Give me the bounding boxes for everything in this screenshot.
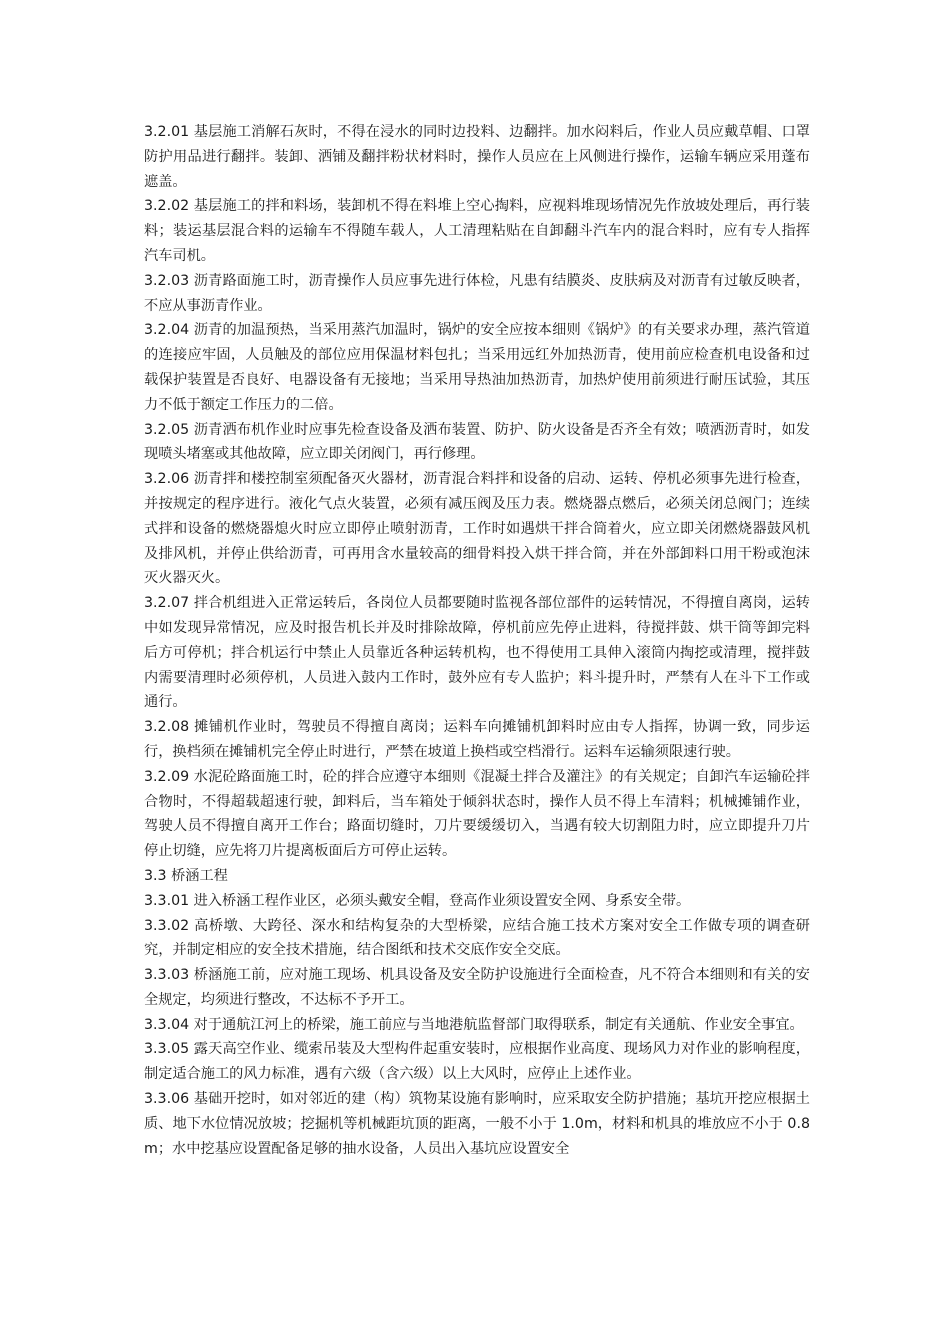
paragraph-3-2-01 [144,120,810,194]
paragraph-3-2-03 [144,269,810,319]
section-title: 桥涵工程 [166,867,228,884]
paragraph-3-3-04 [144,1013,810,1038]
clause-text: 基层施工的拌和料场，装卸机不得在料堆上空心掏料，应视料堆现场情况先作放坡处理后，再行装料；装运基层混合料的运输车不得随车载人，人工清理粘贴在自卸翻斗汽车内的混合料时，应有专人指挥汽车司机。 [144,198,810,264]
clause-text: 进入桥涵工程作业区，必须头戴安全帽，登高作业须设置安全网、身系安全带。 [189,892,691,909]
paragraph-3-2-07 [144,591,810,715]
paragraph-3-2-09 [144,765,810,864]
clause-text: 沥青路面施工时，沥青操作人员应事先进行体检，凡患有结膜炎、皮肤病及对沥青有过敏反映者，不应从事沥青作业。 [144,272,810,314]
clause-text: 拌合机组进入正常运转后，各岗位人员都要随时监视各部位部件的运转情况，不得擅自离岗，运转中如发现异常情况，应及时报告机长并及时排除故障，停机前应先停止进料，待搅拌鼓、烘干筒等卸完料后方可停机；拌合机运行中禁止人员靠近各种运转机构，也不得使用工具伸入滚筒内掏挖或清理，搅拌鼓内需要清理时必须停机，人员进入鼓内工作时，鼓外应有专人监护；料斗提升时，严禁有人在斗下工作或通行。 [144,595,810,711]
clause-number: 3.2.09 [144,768,190,785]
section-number: 3.3 [144,867,167,884]
paragraph-3-3-03 [144,963,810,1013]
clause-number: 3.2.05 [144,421,190,438]
paragraph-3-2-06 [144,467,810,591]
paragraph-3-2-04 [144,318,810,417]
paragraph-3-2-08 [144,715,810,765]
paragraph-3-3-01 [144,889,810,914]
clause-number: 3.3.02 [144,917,190,934]
document-body [144,120,810,1161]
paragraph-3-3-06 [144,1087,810,1161]
paragraph-3-2-02 [144,194,810,268]
clause-number: 3.3.04 [144,1016,190,1033]
clause-number: 3.3.06 [144,1091,190,1108]
clause-text: 桥涵施工前，应对施工现场、机具设备及安全防护设施进行全面检查，凡不符合本细则和有关的安全规定，均须进行整改，不达标不予开工。 [144,967,810,1008]
paragraph-3-3-02 [144,914,810,964]
clause-text: 基础开挖时，如对邻近的建（构）筑物某设施有影响时，应采取安全防护措施；基坑开挖应根据土质、地下水位情况放坡；挖掘机等机械距坑顶的距离，一般不小于 1.0m，材料和机具的堆放应不小于 0.8m；水中挖基应设置配备足够的抽水设备，人员出入基坑应设置安全 [144,1091,810,1157]
clause-text: 基层施工消解石灰时，不得在浸水的同时边投料、边翻拌。加水闷料后，作业人员应戴草帽、口罩防护用品进行翻拌。装卸、洒铺及翻拌粉状材料时，操作人员应在上风侧进行操作，运输车辆应采用蓬布遮盖。 [144,124,810,190]
clause-number: 3.2.08 [144,719,190,736]
clause-text: 露天高空作业、缆索吊装及大型构件起重安装时，应根据作业高度、现场风力对作业的影响程度，制定适合施工的风力标准，遇有六级（含六级）以上大风时，应停止上述作业。 [144,1041,810,1083]
clause-number: 3.3.01 [144,892,190,909]
clause-number: 3.2.03 [144,272,190,289]
clause-text: 水泥砼路面施工时，砼的拌合应遵守本细则《混凝土拌合及灌注》的有关规定；自卸汽车运输砼拌合物时，不得超载超速行驶，卸料后，当车箱处于倾斜状态时，操作人员不得上车清料；机械摊铺作业，驾驶人员不得擅自离开工作台；路面切缝时，刀片要缓缓切入，当遇有较大切割阻力时，应立即提升刀片停止切缝，应先将刀片提离板面后方可停止运转。 [144,768,810,860]
clause-number: 3.3.03 [144,967,190,984]
clause-text: 高桥墩、大跨径、深水和结构复杂的大型桥梁，应结合施工技术方案对安全工作做专项的调查研究，并制定相应的安全技术措施，结合图纸和技术交底作安全交底。 [144,917,810,959]
clause-number: 3.2.07 [144,595,190,612]
clause-text: 摊铺机作业时，驾驶员不得擅自离岗；运料车向摊铺机卸料时应由专人指挥，协调一致，同步运行，换档须在摊铺机完全停止时进行，严禁在坡道上换档或空档滑行。运料车运输须限速行驶。 [144,719,810,760]
clause-number: 3.2.01 [144,124,190,140]
clause-text: 沥青的加温预热，当采用蒸汽加温时，锅炉的安全应按本细则《锅炉》的有关要求办理，蒸汽管道的连接应牢固，人员触及的部位应用保温材料包扎；当采用远红外加热沥青，使用前应检查机电设备和过载保护装置是否良好、电器设备有无接地；当采用导热油加热沥青，加热炉使用前须进行耐压试验，其压力不低于额定工作压力的二倍。 [144,322,810,413]
clause-number: 3.2.02 [144,198,190,215]
clause-number: 3.2.06 [144,471,190,488]
clause-number: 3.3.05 [144,1041,190,1058]
clause-text: 对于通航江河上的桥梁，施工前应与当地港航监督部门取得联系，制定有关通航、作业安全事宜。 [189,1016,804,1033]
clause-text: 沥青洒布机作业时应事先检查设备及洒布装置、防护、防火设备是否齐全有效；喷洒沥青时，如发现喷头堵塞或其他故障，应立即关闭阀门，再行修理。 [144,421,810,463]
clause-number: 3.2.04 [144,322,190,339]
paragraph-3-2-05 [144,418,810,468]
clause-text: 沥青拌和楼控制室须配备灭火器材，沥青混合料拌和设备的启动、运转、停机必须事先进行检查，并按规定的程序进行。液化气点火装置，必须有减压阀及压力表。燃烧器点燃后，必须关闭总阀门；连续式拌和设备的燃烧器熄火时应立即停止喷射沥青，工作时如遇烘干拌合筒着火，应立即关闭燃烧器鼓风机及排风机，并停止供给沥青，可再用含水量较高的细骨料投入烘干拌合筒，并在外部卸料口用干粉或泡沫灭火器灭火。 [144,471,810,587]
section-heading-3-3 [144,864,810,889]
paragraph-3-3-05 [144,1037,810,1087]
